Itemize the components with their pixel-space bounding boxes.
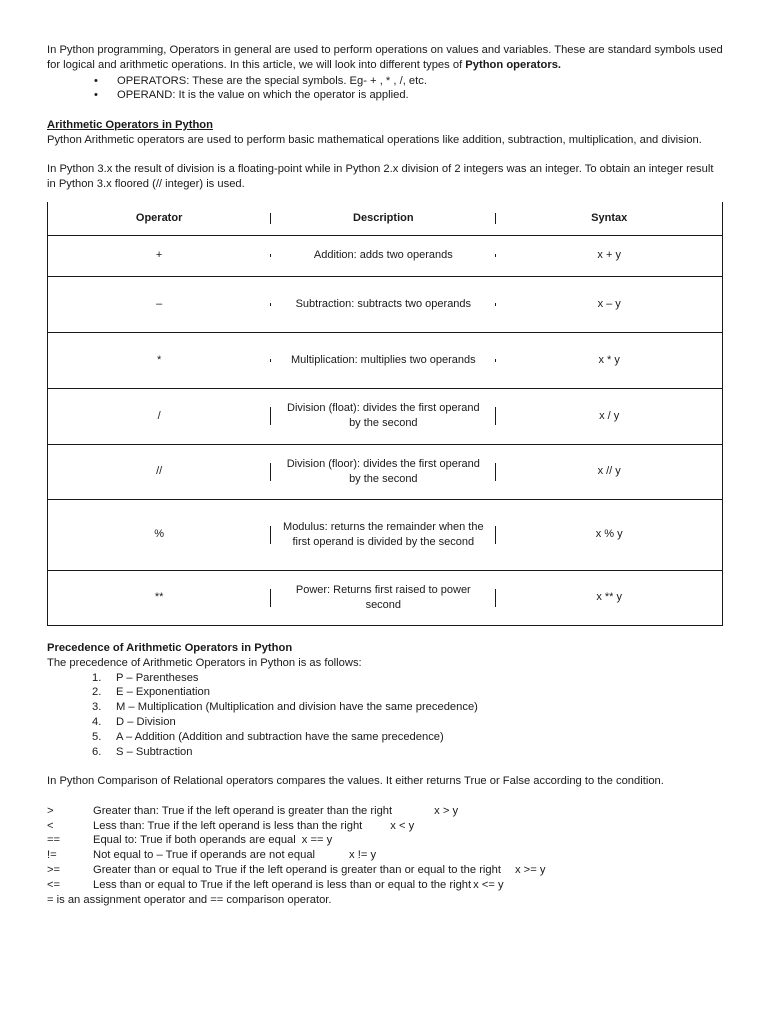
list-item <box>47 833 723 848</box>
header-operator: Operator <box>48 202 271 236</box>
table-row <box>48 570 723 625</box>
arith-title: Arithmetic Operators in Python <box>47 118 213 131</box>
header-description: Description <box>270 202 496 236</box>
intro-paragraph <box>47 43 723 73</box>
comparison-desc: Greater than or equal to True if the left operand is greater than or equal to the right x >= y <box>93 863 546 876</box>
division-note: In Python 3.x the result of division is a floating-point while in Python 2.x division of 2 integers was an integer. To obtain an integer result in Python 3.x floored (// integer) is used. <box>47 163 714 191</box>
list-item: 1. P – Parentheses <box>92 671 199 684</box>
precedence-list <box>47 671 723 760</box>
document-page <box>47 43 723 907</box>
cell-syntax: x ** y <box>496 570 722 625</box>
comparison-symbol: > <box>47 804 54 817</box>
comparison-symbol: <= <box>47 878 61 891</box>
comparison-desc: Equal to: True if both operands are equal x == y <box>93 834 333 847</box>
cell-description: Multiplication: multiplies two operands <box>270 332 496 388</box>
cell-operator: ** <box>48 570 271 625</box>
list-item: 6. S – Subtraction <box>92 745 193 758</box>
cell-operator: // <box>48 444 271 499</box>
list-item: 2. E – Exponentiation <box>92 686 210 699</box>
cell-description: Division (float): divides the first operand by the second <box>270 388 496 444</box>
comparison-desc: Greater than: True if the left operand is greater than the right x > y <box>93 804 459 817</box>
cell-description: Power: Returns first raised to power second <box>270 570 496 625</box>
comparison-symbol: == <box>47 834 61 847</box>
comparison-footer: = is an assignment operator and == comparison operator. <box>47 893 332 906</box>
table-row <box>48 388 723 444</box>
list-item <box>47 848 723 863</box>
header-syntax: Syntax <box>496 202 722 236</box>
comparison-symbol: >= <box>47 863 61 876</box>
bullet-operators: • OPERATORS: These are the special symbols. Eg- + , * , /, etc. <box>47 74 723 89</box>
comparison-symbol: < <box>47 819 54 832</box>
comparison-desc: Less than: True if the left operand is less than the right x < y <box>93 819 415 832</box>
cell-syntax: x – y <box>496 276 722 332</box>
table-row <box>48 276 723 332</box>
comparison-symbol: != <box>47 849 57 862</box>
table-header-row <box>48 202 723 236</box>
cell-operator: / <box>48 388 271 444</box>
list-item <box>47 863 723 878</box>
cell-syntax: x + y <box>496 235 722 276</box>
intro-bold: Python operators. <box>465 58 562 71</box>
cell-description: Division (floor): divides the first operand by the second <box>270 444 496 499</box>
intro-text: In Python programming, Operators in general are used to perform operations on values and variables. These are standard symbols used for logical and arithmetic operations. In this article, we will look into different types of <box>47 44 723 71</box>
list-item: 3. M – Multiplication (Multiplication and division have the same precedence) <box>92 701 478 714</box>
list-item <box>47 819 723 834</box>
arith-desc: Python Arithmetic operators are used to perform basic mathematical operations like addition, subtraction, multiplication, and division. <box>47 133 702 146</box>
list-item <box>47 804 723 819</box>
comparison-desc: Less than or equal to True if the left operand is less than or equal to the right x <= y <box>93 878 504 891</box>
comparison-desc: Not equal to – True if operands are not equal x != y <box>93 849 377 862</box>
cell-operator: – <box>48 276 271 332</box>
cell-syntax: x // y <box>496 444 722 499</box>
list-item: 4. D – Division <box>92 715 176 728</box>
cell-syntax: x % y <box>496 499 722 570</box>
table-row <box>48 499 723 570</box>
arithmetic-operators-table <box>47 202 723 626</box>
cell-operator: % <box>48 499 271 570</box>
list-item: 5. A – Addition (Addition and subtraction have the same precedence) <box>92 730 444 743</box>
cell-syntax: x * y <box>496 332 722 388</box>
bullet-operand: • OPERAND: It is the value on which the operator is applied. <box>47 88 723 103</box>
cell-syntax: x / y <box>496 388 722 444</box>
table-row <box>48 235 723 276</box>
cell-description: Modulus: returns the remainder when the first operand is divided by the second <box>270 499 496 570</box>
cell-description: Addition: adds two operands <box>270 235 496 276</box>
comparison-list <box>47 804 723 893</box>
precedence-intro: The precedence of Arithmetic Operators in Python is as follows: <box>47 656 362 669</box>
cell-description: Subtraction: subtracts two operands <box>270 276 496 332</box>
precedence-title: Precedence of Arithmetic Operators in Python <box>47 641 293 654</box>
comparison-intro: In Python Comparison of Relational operators compares the values. It either returns True or False according to the condition. <box>47 775 664 788</box>
table-row <box>48 332 723 388</box>
operator-bullets <box>47 74 723 104</box>
list-item <box>47 878 723 893</box>
cell-operator: + <box>48 235 271 276</box>
cell-operator: * <box>48 332 271 388</box>
table-row <box>48 444 723 499</box>
